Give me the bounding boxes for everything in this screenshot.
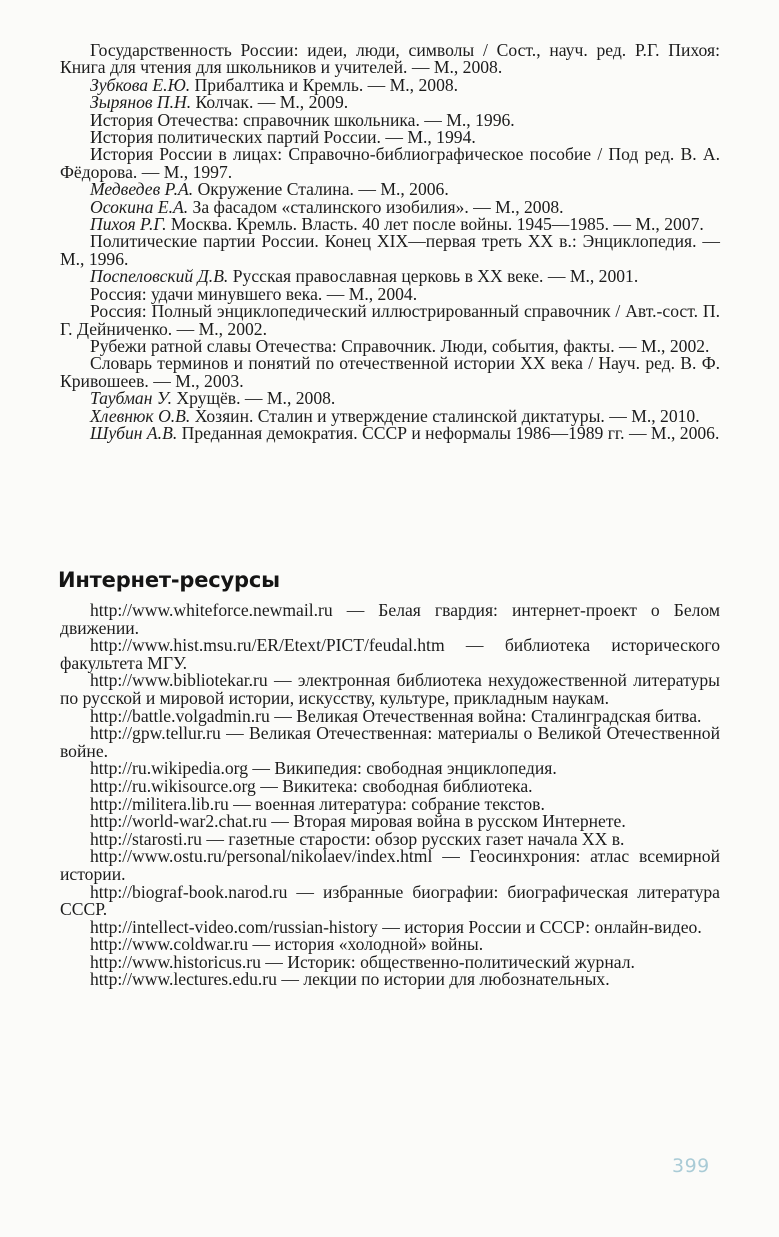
resource-entry: http://ru.wikisource.org — Викитека: свободная библиотека. bbox=[90, 775, 533, 796]
entry-author: Медведев Р.А. bbox=[90, 179, 194, 200]
bibliography-entry: Осокина Е.А. За фасадом «сталинского изобилия». — М., 2008. bbox=[90, 196, 564, 217]
entry-author: Зубкова Е.Ю. bbox=[90, 74, 191, 95]
bibliography-entry: Пихоя Р.Г. Москва. Кремль. Власть. 40 лет после войны. 1945—1985. — М., 2007. bbox=[90, 214, 704, 235]
bibliography-entry: Таубман У. Хрущёв. — М., 2008. bbox=[90, 388, 336, 409]
resource-url[interactable]: http://ru.wikipedia.org bbox=[90, 758, 249, 779]
resource-entry: http://www.bibliotekar.ru — электронная библиотека нехудожественной литературы по русской и мировой истории, искусству, культуре, прикладным наукам. bbox=[60, 670, 720, 708]
resource-entry: http://biograf-book.narod.ru — избранные биографии: биографическая литература СССР. bbox=[60, 881, 720, 920]
entry-author: Шубин А.В. bbox=[90, 422, 178, 443]
bibliography-entry: Россия: Полный энциклопедический иллюстрированный справочник / Авт.-сост. П. Г. Дейниченко. — М., 2002. bbox=[60, 301, 720, 339]
bibliography-entry: Политические партии России. Конец XIX—первая треть XX в.: Энциклопедия. — М., 1996. bbox=[60, 231, 720, 269]
bibliography-entry: Медведев Р.А. Окружение Сталина. — М., 2006. bbox=[90, 179, 449, 200]
resource-entry: http://intellect-video.com/russian-history — история России и СССР: онлайн-видео. bbox=[90, 916, 702, 937]
resource-entry: http://www.whiteforce.newmail.ru — Белая гвардия: интернет-проект о Белом движении. bbox=[60, 600, 720, 638]
entry-author: Хлевнюк О.В. bbox=[90, 405, 191, 426]
resource-entry: http://militera.lib.ru — военная литература: собрание текстов. bbox=[90, 793, 545, 814]
bibliography-entry: Россия: удачи минувшего века. — М., 2004. bbox=[90, 283, 418, 304]
page-number: 399 bbox=[672, 1155, 710, 1177]
bibliography-entry: Хлевнюк О.В. Хозяин. Сталин и утверждение сталинской диктатуры. — М., 2010. bbox=[90, 405, 700, 426]
resource-url[interactable]: http://world-war2.chat.ru bbox=[90, 811, 267, 832]
resource-url[interactable]: http://www.coldwar.ru bbox=[90, 934, 249, 955]
bibliography-entry: Рубежи ратной славы Отечества: Справочник. Люди, события, факты. — М., 2002. bbox=[90, 335, 710, 356]
resource-url[interactable]: http://www.historicus.ru bbox=[90, 951, 261, 972]
bibliography-entry: Словарь терминов и понятий по отечественной истории XX века / Науч. ред. В. Ф. Кривошеев. — М., 2003. bbox=[60, 353, 720, 391]
entry-author: Зырянов П.Н. bbox=[90, 92, 192, 113]
resource-url[interactable]: http://ru.wikisource.org bbox=[90, 775, 256, 796]
bibliography-entry: История политических партий России. — М., 1994. bbox=[90, 127, 476, 148]
resource-entry: http://world-war2.chat.ru — Вторая мировая война в русском Интернете. bbox=[90, 811, 626, 832]
resource-url[interactable]: http://battle.volgadmin.ru bbox=[90, 705, 270, 726]
resource-url[interactable]: http://www.hist.msu.ru/ER/Etext/PICT/feudal.htm bbox=[90, 635, 445, 656]
section-title: Интернет-ресурсы bbox=[58, 568, 280, 592]
resource-entry: http://www.hist.msu.ru/ER/Etext/PICT/feudal.htm — библиотека исторического факультета МГУ. bbox=[60, 635, 720, 673]
bibliography-entry: История России в лицах: Справочно-библиографическое пособие / Под ред. В. А. Фёдорова. — М., 1997. bbox=[60, 144, 720, 182]
bibliography-entry: Зырянов П.Н. Колчак. — М., 2009. bbox=[90, 92, 349, 113]
resource-url[interactable]: http://www.bibliotekar.ru bbox=[90, 670, 268, 691]
resource-url[interactable]: http://intellect-video.com/russian-history bbox=[90, 916, 378, 937]
bibliography-entry: Зубкова Е.Ю. Прибалтика и Кремль. — М., 2008. bbox=[90, 74, 459, 95]
resource-url[interactable]: http://www.ostu.ru/personal/nikolaev/index.html bbox=[90, 846, 433, 867]
internet-resources-list bbox=[60, 602, 720, 989]
bibliography-entry: История Отечества: справочник школьника. — М., 1996. bbox=[90, 109, 515, 130]
resource-url[interactable]: http://militera.lib.ru bbox=[90, 793, 229, 814]
resource-entry: http://battle.volgadmin.ru — Великая Отечественная война: Сталинградская битва. bbox=[90, 705, 702, 726]
entry-author: Поспеловский Д.В. bbox=[90, 266, 229, 287]
resource-entry: http://starosti.ru — газетные старости: обзор русских газет начала XX в. bbox=[90, 828, 625, 849]
bibliography-list bbox=[60, 42, 720, 442]
resource-url[interactable]: http://biograf-book.narod.ru bbox=[90, 881, 288, 902]
bibliography-entry: Поспеловский Д.В. Русская православная церковь в XX веке. — М., 2001. bbox=[90, 266, 639, 287]
resource-entry: http://www.ostu.ru/personal/nikolaev/index.html — Геосинхрония: атлас всемирной истории. bbox=[60, 846, 720, 884]
resource-url[interactable]: http://www.whiteforce.newmail.ru bbox=[90, 600, 333, 620]
bibliography-entry: Государственность России: идеи, люди, символы / Сост., науч. ред. Р.Г. Пихоя: Книга для чтения для школьников и учителей. — М., 2008. bbox=[60, 40, 720, 78]
resource-entry: http://gpw.tellur.ru — Великая Отечественная: материалы о Великой Отечественной войне. bbox=[60, 723, 720, 761]
resource-entry: http://www.coldwar.ru — история «холодной» войны. bbox=[90, 934, 484, 955]
entry-author: Пихоя Р.Г. bbox=[90, 214, 167, 235]
resource-url[interactable]: http://gpw.tellur.ru bbox=[90, 723, 221, 744]
resource-url[interactable]: http://www.lectures.edu.ru bbox=[90, 969, 277, 990]
resource-entry: http://www.historicus.ru — Историк: общественно-политический журнал. bbox=[90, 951, 635, 972]
bibliography-entry: Шубин А.В. Преданная демократия. СССР и неформалы 1986—1989 гг. — М., 2006. bbox=[90, 422, 720, 443]
resource-entry: http://ru.wikipedia.org — Википедия: свободная энциклопедия. bbox=[90, 758, 557, 779]
entry-author: Таубман У. bbox=[90, 388, 172, 409]
entry-author: Осокина Е.А. bbox=[90, 196, 189, 217]
resource-url[interactable]: http://starosti.ru bbox=[90, 828, 202, 849]
resource-entry: http://www.lectures.edu.ru — лекции по истории для любознательных. bbox=[90, 969, 610, 990]
